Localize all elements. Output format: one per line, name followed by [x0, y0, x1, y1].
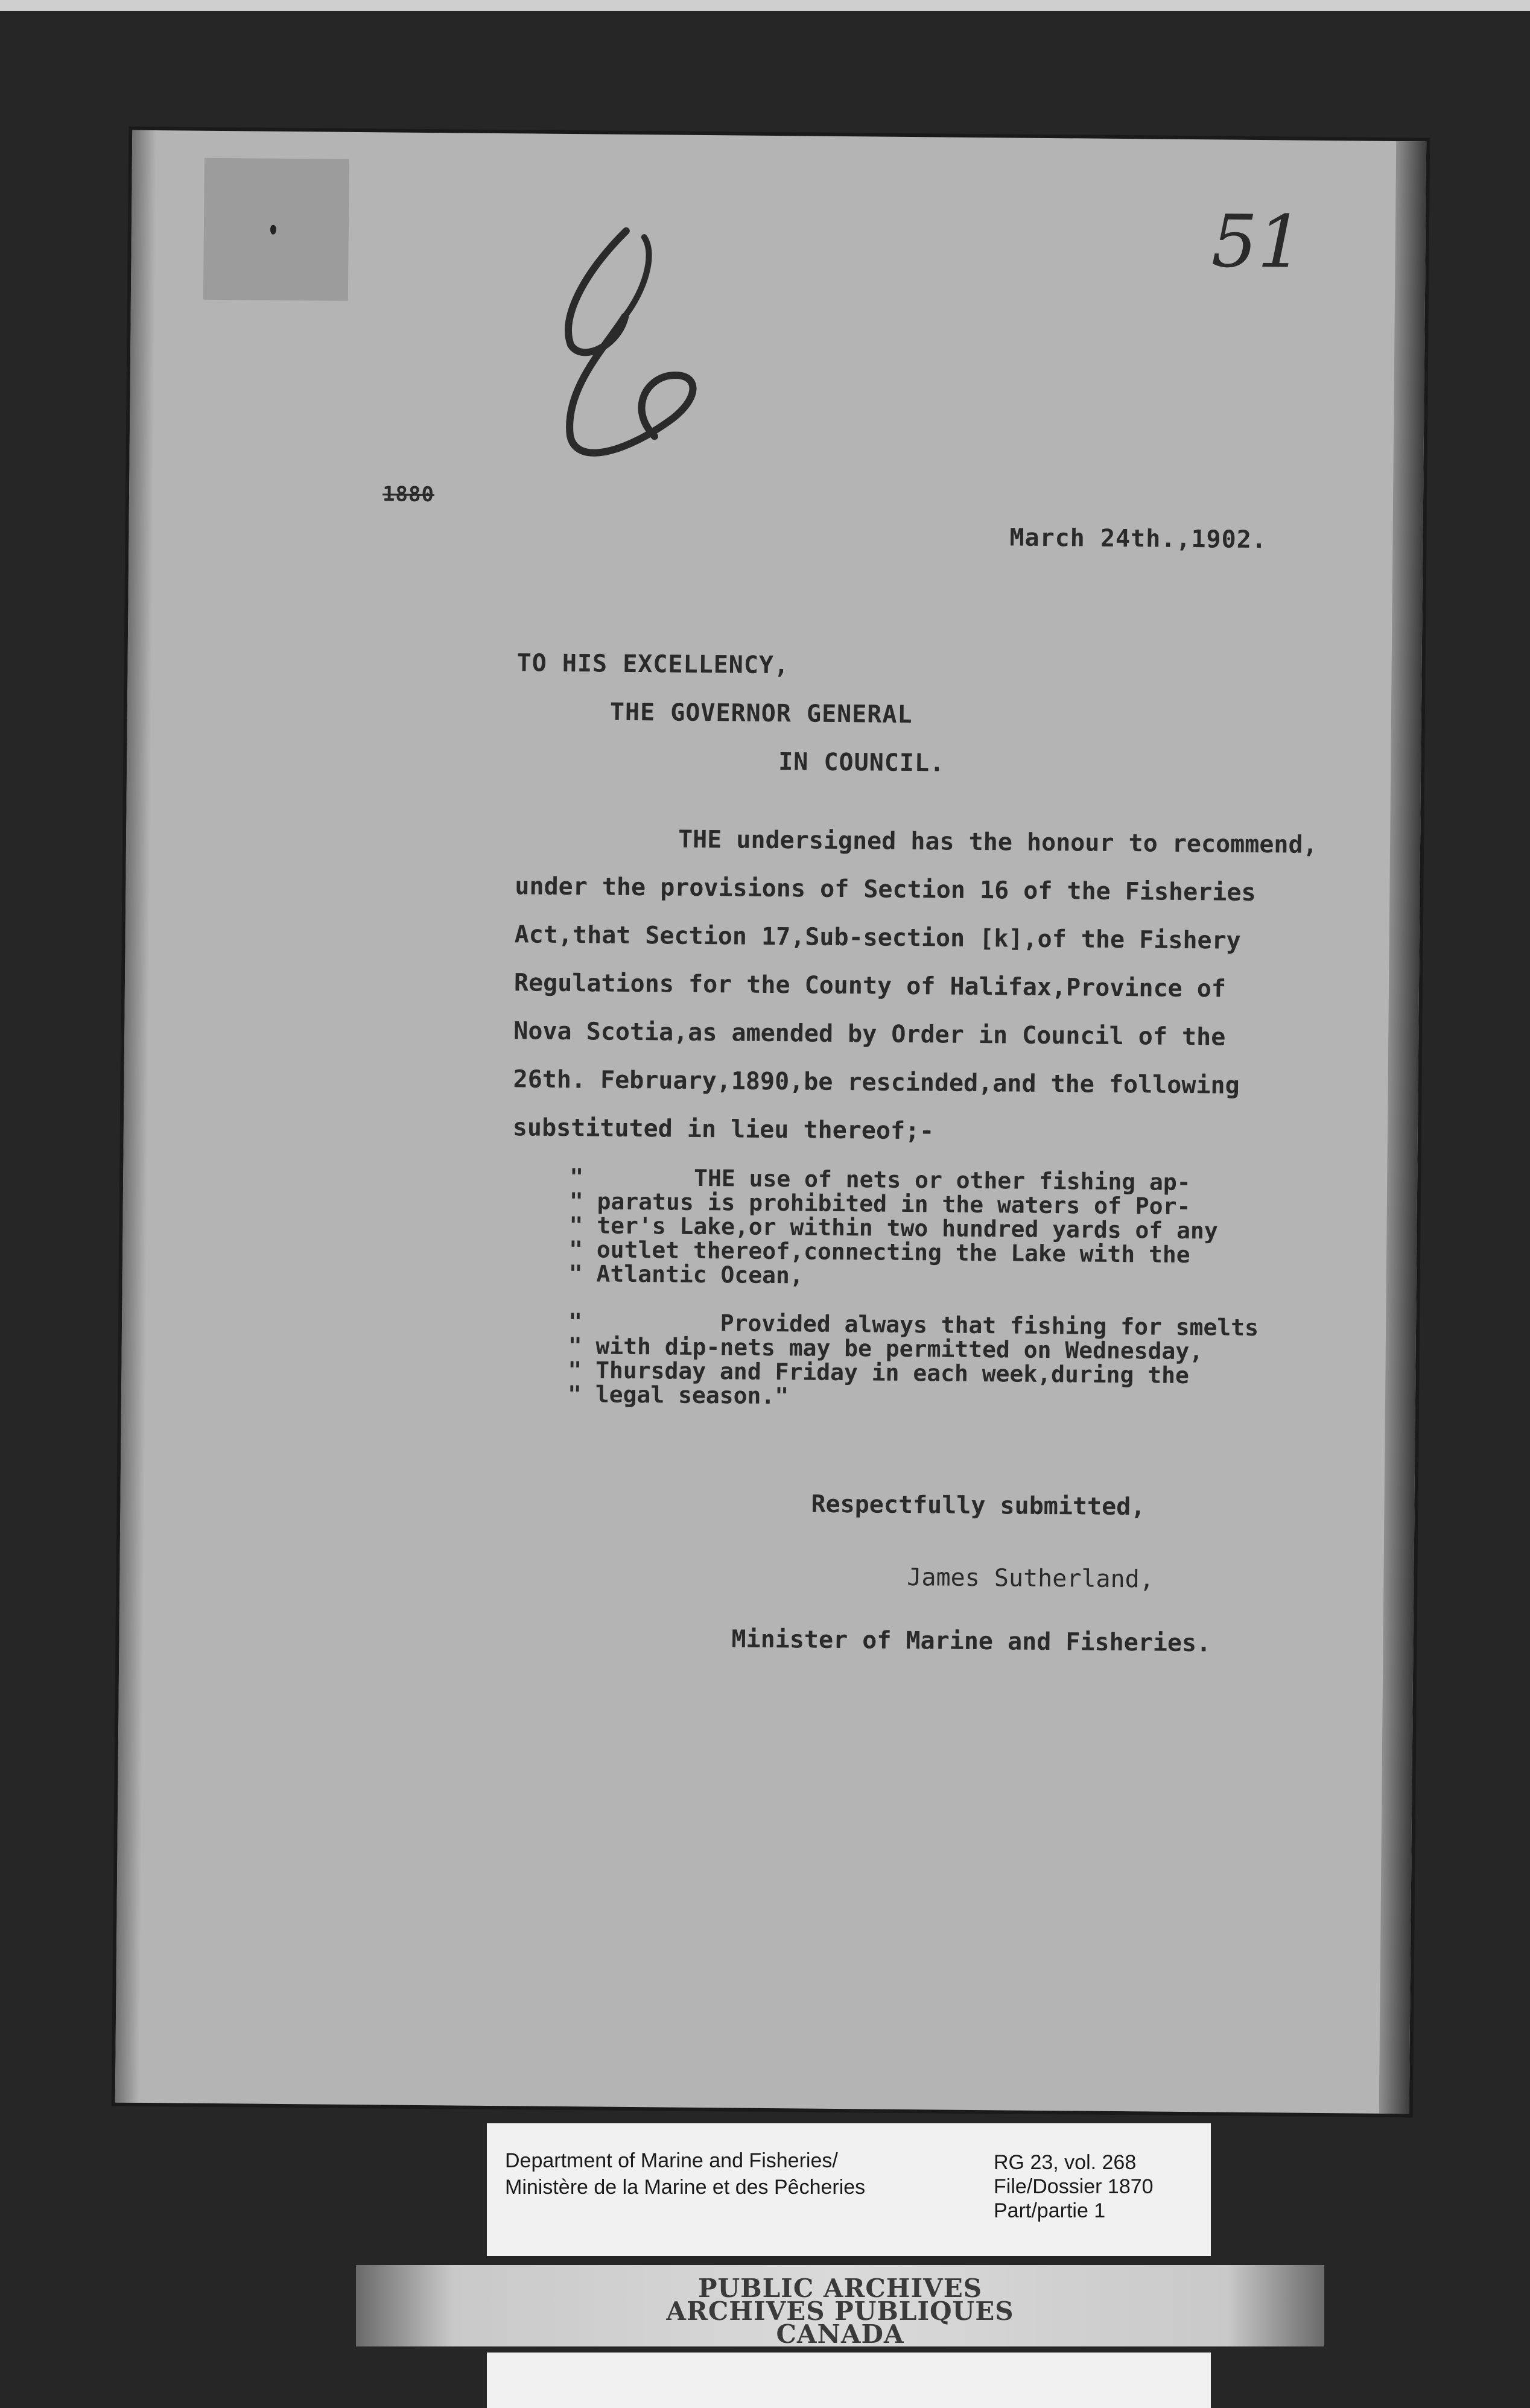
stamp-line-country: CANADA [776, 2319, 904, 2349]
body-line: THE undersigned has the honour to recommend, [678, 825, 1318, 859]
quoted-regulation-line: " ter's Lake,or within two hundred yards of any [569, 1212, 1218, 1244]
body-line: substituted in lieu thereof;- [512, 1114, 935, 1145]
file-number: File/Dossier 1870 [994, 2175, 1154, 2198]
corner-paper-tab [203, 158, 349, 301]
record-group: RG 23, vol. 268 [994, 2151, 1137, 2174]
signatory-name: James Sutherland, [907, 1564, 1155, 1594]
body-line: Nova Scotia,as amended by Order in Council of the [513, 1017, 1226, 1051]
struck-reference-number: 1880 [382, 482, 435, 507]
page-left-edge [115, 130, 157, 2103]
body-line: Act,that Section 17,Sub-section [k],of the Fishery [514, 920, 1241, 955]
body-line: under the provisions of Section 16 of the Fisheries [515, 872, 1256, 907]
quoted-proviso-line: " Thursday and Friday in each week,during the [568, 1357, 1190, 1389]
signatory-title: Minister of Marine and Fisheries. [731, 1625, 1211, 1658]
address-line-1: TO HIS EXCELLENCY, [516, 649, 790, 680]
department-name [505, 2147, 865, 2200]
quoted-proviso-line: " legal season." [567, 1381, 789, 1410]
part-number: Part/partie 1 [994, 2199, 1106, 2222]
public-archives-stamp [356, 2265, 1324, 2349]
letter-date: March 24th.,1902. [1009, 524, 1268, 554]
department-line-2: Ministère de la Marine et des Pêcheries [505, 2176, 866, 2199]
quoted-regulation-line: " outlet thereof,connecting the Lake with the [568, 1236, 1190, 1269]
quoted-regulation-line: " THE use of nets or other fishing ap- [570, 1164, 1191, 1196]
label-bottom-strip [487, 2353, 1211, 2408]
document-page [115, 130, 1426, 2114]
quoted-regulation-line: " paratus is prohibited in the waters of Por- [569, 1188, 1191, 1220]
stamp-line-french: ARCHIVES PUBLIQUES [666, 2296, 1014, 2326]
body-line: Regulations for the County of Halifax,Province of [513, 969, 1227, 1003]
top-film-strip [0, 0, 1530, 11]
quoted-regulation-line: " Atlantic Ocean, [568, 1260, 804, 1289]
archive-reference-label [487, 2123, 1211, 2256]
ink-dot [270, 225, 276, 235]
address-line-2: THE GOVERNOR GENERAL [609, 698, 913, 729]
quoted-proviso-line: " Provided always that fishing for smelts [568, 1308, 1259, 1342]
department-line-1: Department of Marine and Fisheries/ [505, 2149, 838, 2172]
handwritten-e-mark [551, 218, 741, 474]
closing-phrase: Respectfully submitted, [811, 1490, 1146, 1521]
handwritten-page-number: 51 [1211, 200, 1304, 285]
stamp-line-english: PUBLIC ARCHIVES [697, 2273, 983, 2303]
body-line: 26th. February,1890,be rescinded,and the following [513, 1065, 1240, 1100]
record-reference [994, 2150, 1154, 2223]
address-line-3: IN COUNCIL. [778, 748, 945, 778]
quoted-proviso-line: " with dip-nets may be permitted on Wednesday, [568, 1332, 1204, 1365]
page-right-edge [1379, 141, 1427, 2114]
